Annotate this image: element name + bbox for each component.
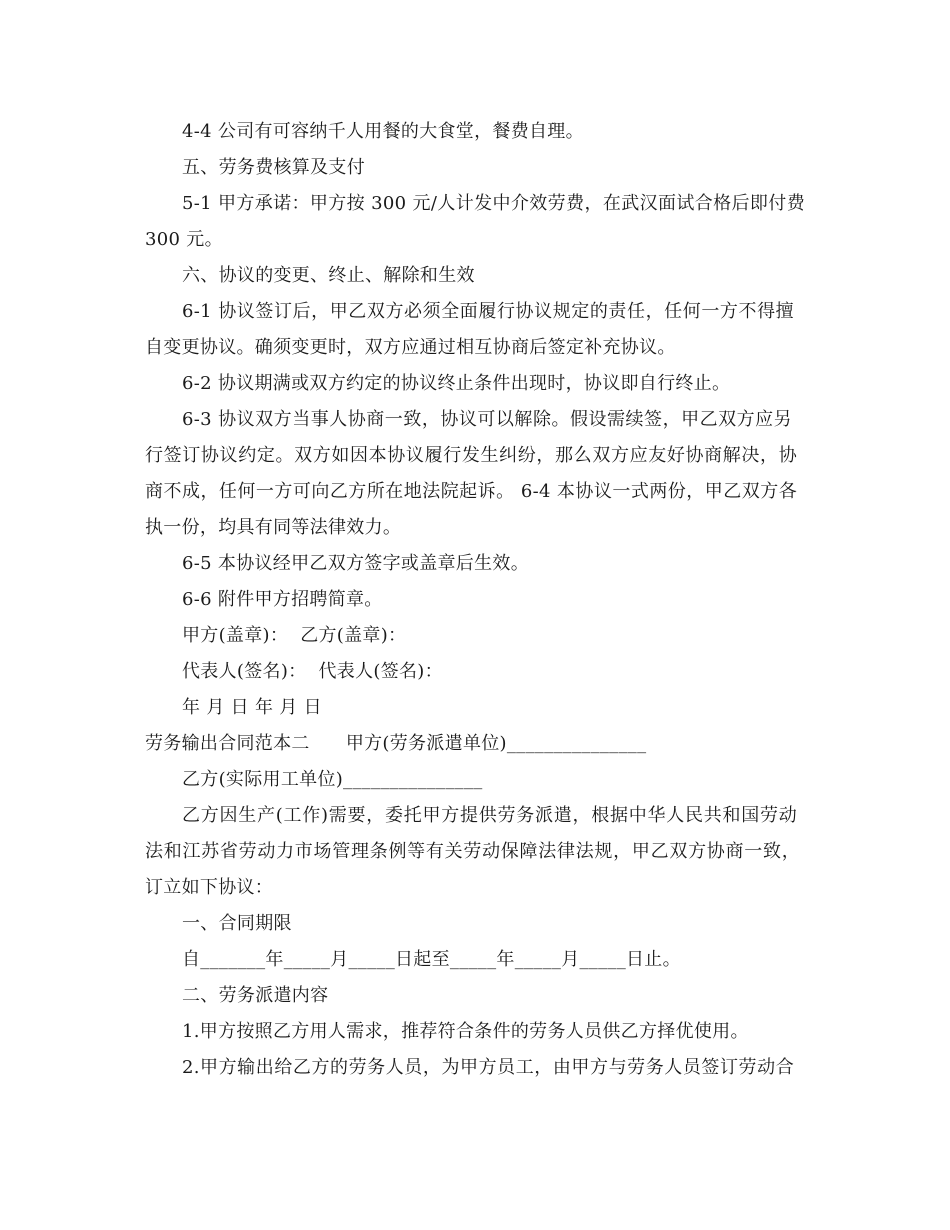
text-line: 6-3 协议双方当事人协商一致，协议可以解除。假设需续签，甲乙双方应另 [182, 409, 792, 430]
section-heading: 一、合同期限 [182, 913, 292, 934]
text-line: 5-1 甲方承诺：甲方按 300 元/人计发中介效劳费，在武汉面试合格后即付费 [182, 193, 805, 214]
text-line: 6-5 本协议经甲乙双方签字或盖章后生效。 [182, 553, 530, 574]
text-line: 自_______年_____月_____日起至_____年_____月_____日止。 [182, 949, 681, 970]
text-line: 6-1 协议签订后，甲乙双方必须全面履行协议规定的责任，任何一方不得擅 [182, 301, 794, 322]
text-line: 2.甲方输出给乙方的劳务人员，为甲方员工，由甲方与劳务人员签订劳动合 [182, 1057, 794, 1078]
contract-title-line: 劳务输出合同范本二 甲方(劳务派遣单位)_______________ [145, 733, 647, 754]
signature-date-line: 年 月 日 年 月 日 [182, 697, 322, 718]
text-line: 6-2 协议期满或双方约定的协议终止条件出现时，协议即自行终止。 [182, 373, 731, 394]
text-line: 执一份，均具有同等法律效力。 [145, 517, 402, 538]
text-line: 300 元。 [145, 229, 223, 250]
signature-party-line: 甲方(盖章)： 乙方(盖章)： [182, 625, 407, 646]
text-line: 6-6 附件甲方招聘简章。 [182, 589, 383, 610]
section-heading: 二、劳务派遣内容 [182, 985, 329, 1006]
section-heading: 六、协议的变更、终止、解除和生效 [182, 265, 475, 286]
text-line: 4-4 公司有可容纳千人用餐的大食堂，餐费自理。 [182, 121, 584, 142]
text-line: 自变更协议。确须变更时，双方应通过相互协商后签定补充协议。 [145, 337, 676, 358]
text-line: 行签订协议约定。双方如因本协议履行发生纠纷，那么双方应友好协商解决，协 [145, 445, 797, 466]
section-heading: 五、劳务费核算及支付 [182, 157, 365, 178]
text-line: 1.甲方按照乙方用人需求，推荐符合条件的劳务人员供乙方择优使用。 [182, 1021, 749, 1042]
text-line: 法和江苏省劳动力市场管理条例等有关劳动保障法律法规，甲乙双方协商一致， [145, 841, 800, 862]
signature-rep-line: 代表人(签名)： 代表人(签名)： [182, 661, 443, 682]
text-line: 乙方(实际用工单位)_______________ [182, 769, 483, 790]
text-line: 乙方因生产(工作)需要，委托甲方提供劳务派遣，根据中华人民共和国劳动 [182, 805, 797, 826]
text-line: 商不成，任何一方可向乙方所在地法院起诉。 6-4 本协议一式两份，甲乙双方各 [145, 481, 797, 502]
text-line: 订立如下协议： [145, 877, 274, 898]
